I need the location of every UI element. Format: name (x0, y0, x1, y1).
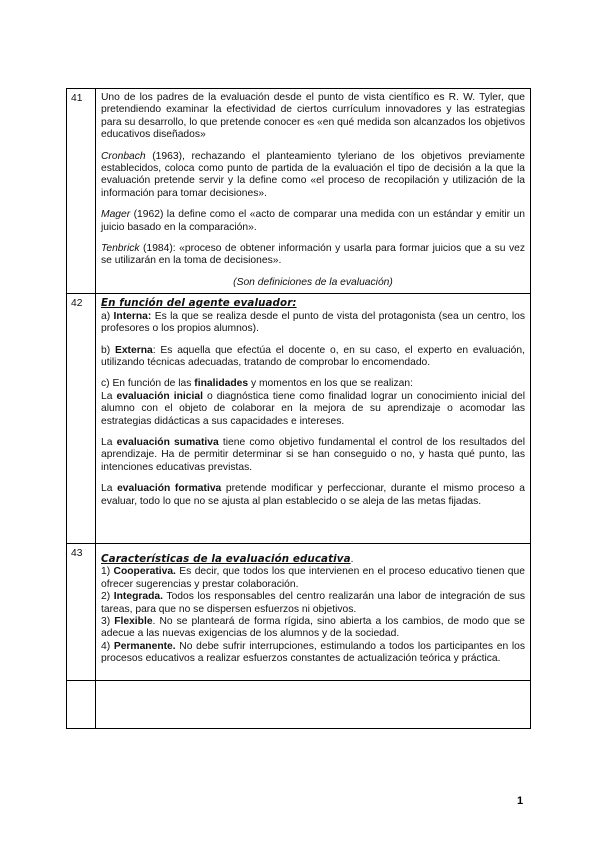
paragraph: Tenbrick (1984): «proceso de obtener información y usarla para formar juicios que a su vez se utilizarán en la toma de decisiones». (101, 243, 525, 267)
author-name: Tenbrick (101, 243, 140, 255)
section-heading: En función del agente evaluador: (101, 297, 297, 310)
row-number: 41 (67, 89, 96, 294)
table-row (67, 294, 531, 544)
paragraph: b) Externa: Es aquella que efectúa el docente o, en su caso, el experto en evaluación, utilizando técnicas adecuadas, tratando de comprobar lo encomendado. (101, 344, 525, 368)
table-row (67, 89, 531, 294)
paragraph: Mager (1962) la define como el «acto de comparar una medida con un estándar y emitir un juicio basado en la comparación». (101, 209, 525, 233)
spacer (101, 517, 525, 539)
row-content (96, 294, 531, 544)
row-content (96, 680, 531, 728)
row-number: 42 (67, 294, 96, 544)
author-name: Mager (101, 209, 131, 221)
paragraph: La evaluación inicial o diagnóstica tiene como finalidad lograr un conocimiento inicial del alumno con el objeto de colaborar en la mejora de su aprendizaje o acomodar las estrategias didácticas a sus capacidades e intereses. (101, 390, 525, 427)
table-row (67, 680, 531, 728)
paragraph: La evaluación sumativa tiene como objetivo fundamental el control de los resultados del aprendizaje. Ha de permitir determinar si se han conseguido o no, y hasta qué punto, las intenciones educativas previstas. (101, 436, 525, 473)
row-number (67, 680, 96, 728)
row-content (96, 543, 531, 680)
empty-cell (101, 684, 525, 724)
paragraph: a) Interna: Es la que se realiza desde el punto de vista del protagonista (sea un centro, los profesores o los propios alumnos). (101, 310, 525, 335)
content-table (66, 88, 531, 729)
paragraph: c) En función de las finalidades y momentos en los que se realizan: (101, 378, 413, 390)
page-number: 1 (517, 795, 524, 807)
row-number: 43 (67, 543, 96, 680)
row-content (96, 89, 531, 294)
author-name: Cronbach (101, 150, 146, 162)
list-item: 3) Flexible. No se planteará de forma rígida, sino abierta a los cambios, de modo que se adecue a las nuevas exigencias de los alumnos y de la sociedad. (101, 616, 525, 640)
paragraph: La evaluación formativa pretende modificar y perfeccionar, durante el mismo proceso a evaluar, todo lo que no se ajusta al plan establecido o se aleja de las metas fijadas. (101, 483, 525, 507)
list-item: 2) Integrada. Todos los responsables del centro realizarán una labor de integración de sus tareas, para que no se dispersen esfuerzos ni objetivos. (101, 591, 525, 615)
paragraph: Cronbach (1963), rechazando el planteamiento tyleriano de los objetivos previamente establecidos, coloca como punto de partida de la evaluación el tipo de decisión a la que la evaluación pretende servir y la define como «el proceso de recopilación y utilización de la información para tomar decisiones». (101, 150, 525, 199)
list-item: 4) Permanente. No debe sufrir interrupciones, estimulando a todos los participantes en los procesos educativos a realizar esfuerzos constantes de actualización teórica y práctica. (101, 640, 525, 665)
note: (Son definiciones de la evaluación) (233, 276, 393, 288)
section-heading: Características de la evaluación educativa. (101, 552, 354, 565)
paragraph: Uno de los padres de la evaluación desde el punto de vista científico es R. W. Tyler, que pretendiendo examinar la efectividad de ciertos currículum innovadores y las estrategias para su desarrollo, lo que pretende conocer es «en qué medida son alcanzados los objetivos educativos diseñados» (101, 92, 525, 141)
list-item: 1) Cooperativa. Es decir, que todos los que intervienen en el proceso educativo tienen que ofrecer sugerencias y prestar colaboración. (101, 566, 525, 590)
table-row (67, 543, 531, 680)
